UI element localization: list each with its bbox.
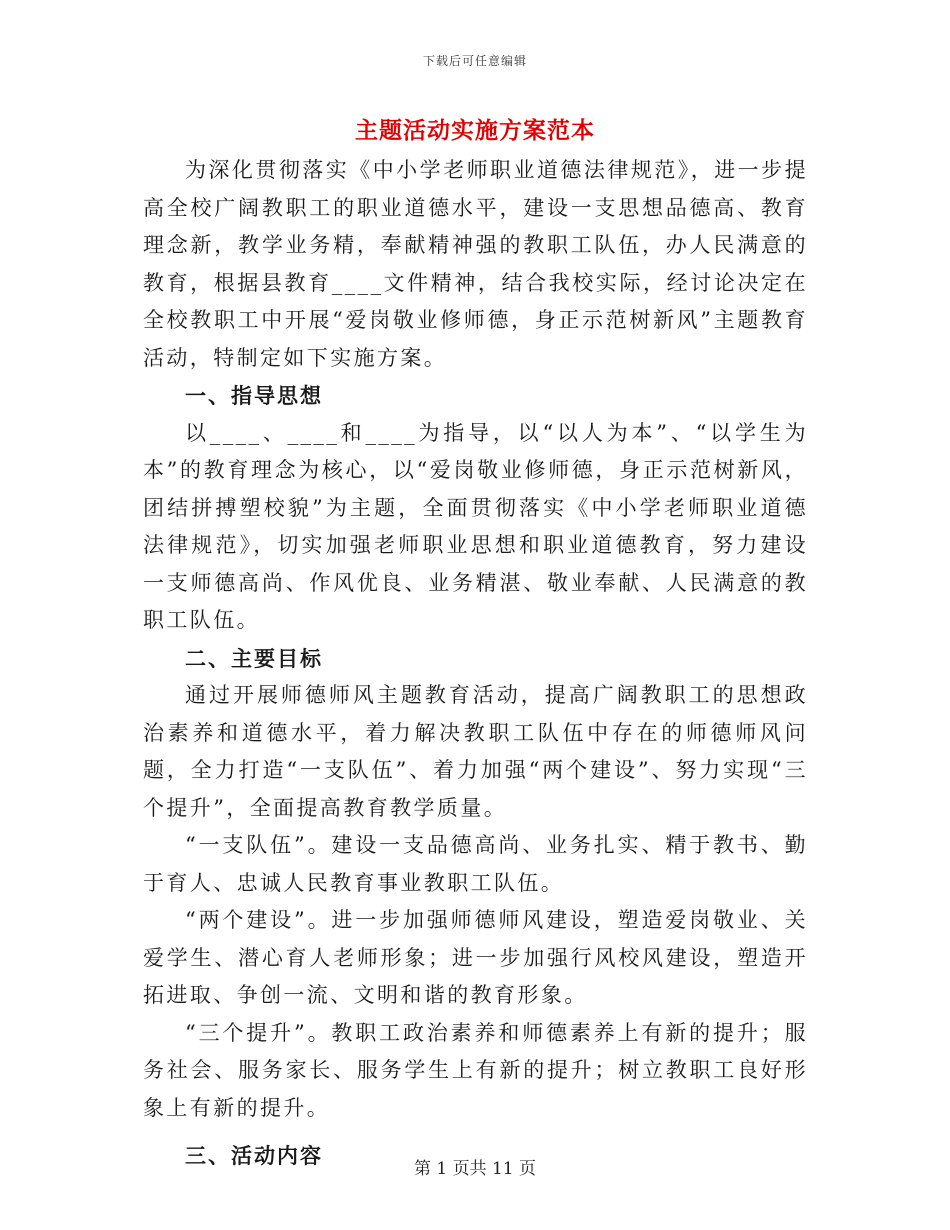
document-body bbox=[143, 152, 808, 1175]
intro-paragraph: 为深化贯彻落实《中小学老师职业道德法律规范》，进一步提高全校广阔教职工的职业道德水平，建设一支思想品德高、教育理念新，教学业务精，奉献精神强的教职工队伍，办人民满意的教育，根据县教育____文件精神，结合我校实际，经讨论决定在全校教职工中开展“爱岗敬业修师德，身正示范树新风”主题教育活动，特制定如下实施方案。 bbox=[143, 158, 808, 370]
header-note: 下载后可任意编辑 bbox=[422, 54, 527, 68]
document-title: 主题活动实施方案范本 bbox=[355, 117, 595, 144]
team-paragraph: “一支队伍”。建设一支品德高尚、业务扎实、精于教书、勤于育人、忠诚人民教育事业教职工队伍。 bbox=[143, 833, 808, 895]
section-heading-guiding: 一、指导思想 bbox=[185, 383, 323, 408]
section-heading-goals: 二、主要目标 bbox=[185, 645, 323, 671]
section-heading-activities: 三、活动内容 bbox=[185, 1143, 323, 1168]
improvement-paragraph: “三个提升”。教职工政治素养和师德素养上有新的提升；服务社会、服务家长、服务学生上有新的提升；树立教职工良好形象上有新的提升。 bbox=[143, 1020, 808, 1120]
page-number: 第 1 页共 11 页 bbox=[413, 1159, 537, 1179]
construction-paragraph: “两个建设”。进一步加强师德师风建设，塑造爱岗敬业、关爱学生、潜心育人老师形象；进一步加强行风校风建设，塑造开拓进取、争创一流、文明和谐的教育形象。 bbox=[143, 908, 808, 1007]
goals-paragraph: 通过开展师德师风主题教育活动，提高广阔教职工的思想政治素养和道德水平，着力解决教职工队伍中存在的师德师风问题，全力打造“一支队伍”、着力加强“两个建设”、努力实现“三个提升”，全面提高教育教学质量。 bbox=[143, 683, 808, 820]
guiding-paragraph: 以____、____和____为指导，以“以人为本”、“以学生为本”的教育理念为核心，以“爱岗敬业修师德，身正示范树新风，团结拼搏塑校貌”为主题，全面贯彻落实《中小学老师职业道德法律规范》，切实加强老师职业思想和职业道德教育，努力建设一支师德高尚、作风优良、业务精湛、敬业奉献、人民满意的教职工队伍。 bbox=[143, 420, 808, 632]
